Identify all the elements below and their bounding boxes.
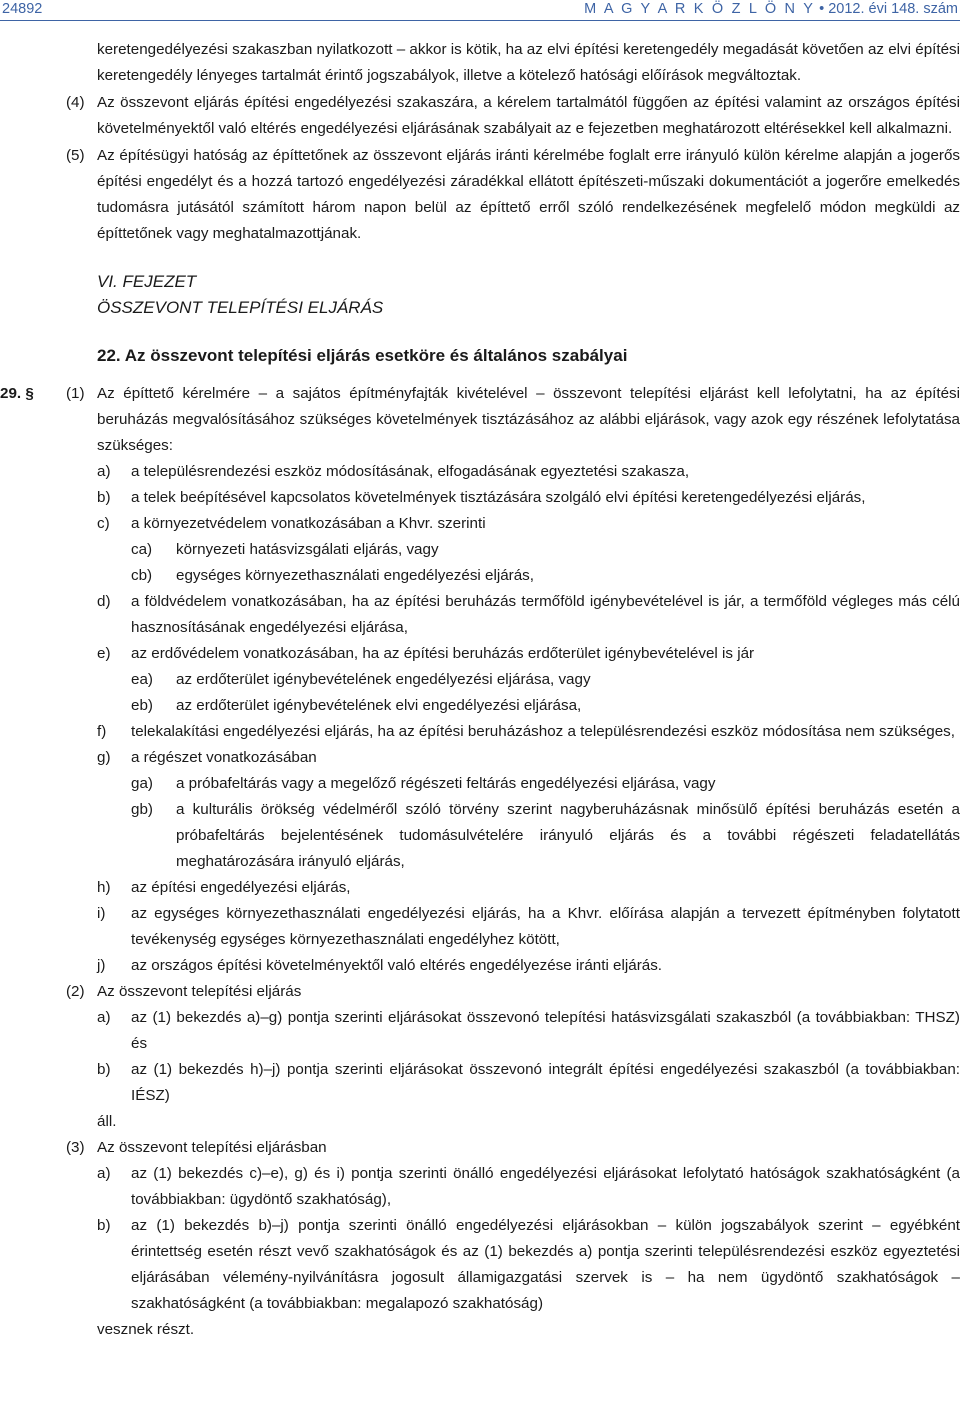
paragraph-1-list bbox=[0, 459, 960, 979]
list-item: e) az erdővédelem vonatkozásában, ha az építési beruházás erdőterület igénybevételével is jár bbox=[97, 645, 755, 662]
paragraph-number: (1) bbox=[66, 385, 85, 402]
page-body bbox=[0, 37, 960, 1343]
list-item: d) a földvédelem vonatkozásában, ha az építési beruházás termőföld igénybevételével is jár, a termőföld végleges más célú hasznosításának engedélyezési eljárása, bbox=[97, 593, 960, 636]
bullet-separator: • bbox=[819, 1, 825, 17]
list-item: g) a régészet vonatkozásában bbox=[97, 749, 317, 766]
chapter-number: VI. FEJEZET bbox=[97, 272, 197, 291]
paragraph-number: (4) bbox=[66, 94, 85, 111]
paragraph-number: (2) bbox=[66, 983, 85, 1000]
journal-name: M A G Y A R K Ö Z L Ö N Y bbox=[584, 1, 816, 17]
list-item: b) a telek beépítésével kapcsolatos követelmények tisztázására szolgáló elvi építési keretengedélyezési eljárás, bbox=[97, 489, 866, 506]
paragraph-number: (3) bbox=[66, 1139, 85, 1156]
running-header bbox=[584, 1, 958, 17]
intro-paragraph: keretengedélyezési szakaszban nyilatkozott – akkor is kötik, ha az elvi építési keretengedély megadását követően az elvi építési keretengedély lényeges tartalmát érintő jogszabályok, illetve a kötelező hatósági előírások megváltoztak. bbox=[97, 41, 960, 84]
header-rule bbox=[0, 20, 960, 21]
paragraph-text: Az összevont telepítési eljárásban bbox=[97, 1139, 327, 1156]
section-29-paragraph-2 bbox=[0, 979, 960, 1005]
list-item: j) az országos építési követelményektől való eltérés engedélyezése iránti eljárás. bbox=[97, 957, 663, 974]
list-item: f) telekalakítási engedélyezési eljárás, ha az építési beruházáshoz a településrendezési eszköz módosítása nem szükséges, bbox=[97, 723, 955, 740]
paragraph-text: Az összevont telepítési eljárás bbox=[97, 983, 302, 1000]
section-29-paragraph-1 bbox=[0, 381, 960, 459]
section-title: 22. Az összevont telepítési eljárás esetköre és általános szabályai bbox=[97, 346, 628, 365]
chapter-heading bbox=[0, 269, 960, 321]
list-item: b) az (1) bekezdés b)–j) pontja szerinti önálló engedélyezési eljárásokban – külön jogszabályok szerint – egyébként érintettség esetén részt vevő szakhatóságok és az (1) bekezdés a) pontja szerinti településrendezési eszköz egyeztetési eljárásában vélemény-nyilvánításra jogosult államigazgatási szervek is – ha nem ügydöntő szakhatóságok – szakhatóságként (a továbbiakban: megalapozó szakhatóság) bbox=[97, 1217, 960, 1312]
page-number: 24892 bbox=[2, 1, 43, 17]
paragraph-5 bbox=[0, 143, 960, 247]
paragraph-tail: áll. bbox=[97, 1113, 117, 1130]
sub-list-item: gb) a kulturális örökség védelméről szóló törvény szerint nagyberuházásnak minősülő építési beruházás esetén a próbafeltárás bejelentésének tudomásulvételére irányuló eljárás és a további régészeti feladatellátás meghatározására irányuló eljárás, bbox=[131, 801, 960, 870]
sub-list-item: ca) környezeti hatásvizsgálati eljárás, vagy bbox=[131, 541, 439, 558]
paragraph-text: Az összevont eljárás építési engedélyezési szakaszára, a kérelem tartalmától függően az építési valamint az országos építési követelményektől való eltérés engedélyezési eljárásának szabályait az e fejezetben meghatározott eltérésekkel kell alkalmazni. bbox=[97, 94, 960, 137]
list-item: a) az (1) bekezdés c)–e), g) és i) pontja szerinti önálló engedélyezési eljárásokat lefolytató hatóságok szakhatóságként (a továbbiakban: ügydöntő szakhatóság), bbox=[97, 1165, 960, 1208]
list-item: a) a településrendezési eszköz módosításának, elfogadásának egyeztetési szakasza, bbox=[97, 463, 690, 480]
list-item: i) az egységes környezethasználati engedélyezési eljárás, ha a Khvr. előírása alapján a tervezett építményben folytatott tevékenység egységes környezethasználati engedélyhez kötött, bbox=[97, 905, 960, 948]
page-header bbox=[0, 0, 960, 20]
paragraph-text: Az építésügyi hatóság az építtetőnek az összevont eljárás iránti kérelmébe foglalt erre irányuló külön kérelme alapján a jogerős építési engedélyt és a hozzá tartozó engedélyezési záradékkal ellátott építészeti-műszaki dokumentációt a jogerőre emelkedés tudomásra jutásától számított három napon belül az építtető erről szóló rendelkezésének megfelelő módon megküldi az építtetőnek vagy meghatalmazottjának. bbox=[97, 147, 960, 242]
list-item: b) az (1) bekezdés h)–j) pontja szerinti eljárásokat összevonó integrált építési engedélyezési szakaszból (a továbbiakban: IÉSZ) bbox=[97, 1061, 960, 1104]
section-29-paragraph-3 bbox=[0, 1135, 960, 1161]
section-label: 29. § bbox=[0, 385, 34, 402]
sub-list-item: ga) a próbafeltárás vagy a megelőző régészeti feltárás engedélyezési eljárása, vagy bbox=[131, 775, 716, 792]
paragraph-number: (5) bbox=[66, 147, 85, 164]
sub-list-item: cb) egységes környezethasználati engedélyezési eljárás, bbox=[131, 567, 534, 584]
sub-list-item: ea) az erdőterület igénybevételének engedélyezési eljárása, vagy bbox=[131, 671, 591, 688]
paragraph-4 bbox=[0, 90, 960, 142]
issue-label: 2012. évi 148. szám bbox=[828, 1, 958, 17]
paragraph-tail: vesznek részt. bbox=[97, 1321, 195, 1338]
list-item: c) a környezetvédelem vonatkozásában a Khvr. szerinti bbox=[97, 515, 486, 532]
sub-list-item: eb) az erdőterület igénybevételének elvi engedélyezési eljárása, bbox=[131, 697, 582, 714]
list-item: a) az (1) bekezdés a)–g) pontja szerinti eljárásokat összevonó telepítési hatásvizsgálati szakaszból (a továbbiakban: THSZ) és bbox=[97, 1009, 960, 1052]
paragraph-text: Az építtető kérelmére – a sajátos építményfajták kivételével – összevont telepítési eljárást kell lefolytatni, ha az építési beruházás megvalósításához szükséges követelmények tisztázásához az alábbi eljárások, vagy azok egy részének lefolytatása szükséges: bbox=[97, 385, 960, 454]
list-item: h) az építési engedélyezési eljárás, bbox=[97, 879, 351, 896]
chapter-title: ÖSSZEVONT TELEPÍTÉSI ELJÁRÁS bbox=[97, 298, 384, 317]
